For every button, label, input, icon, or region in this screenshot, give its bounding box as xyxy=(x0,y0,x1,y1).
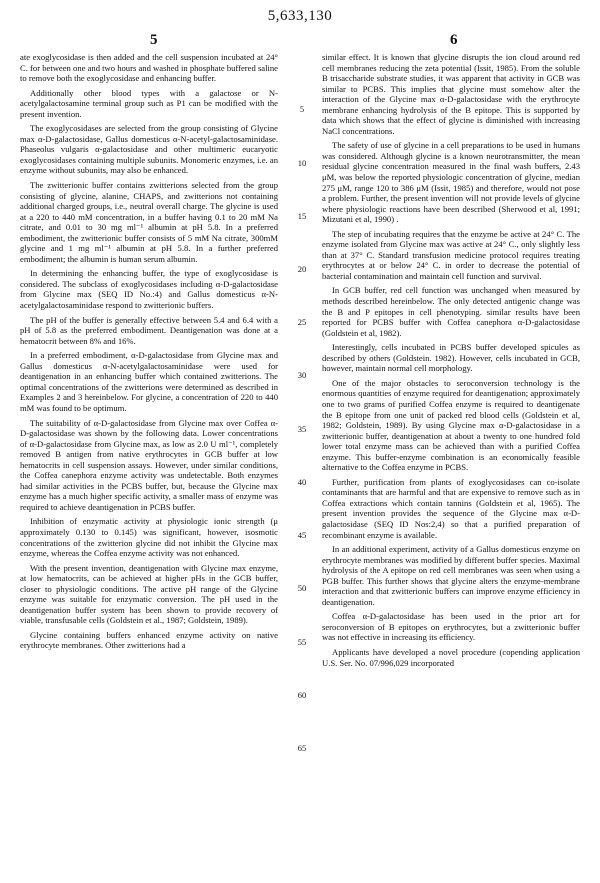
left-paragraph-8: The suitability of α-D-galactosidase from Glycine max over Coffea α-D-galactosidase was shown by the following data. Lower concentrations of α-D-galactosidase from Glycine max, as low as 2.0 U ml⁻¹, completely removed B antigen from native erythrocytes in GCB buffer at low hematocrits in cell suspension assays. However, under similar conditions, the Coffea canephora enzyme activity was undetectable. Both enzymes had similar activities in the PCBS buffer, but, because the Glycine max enzyme has a much higher specific activity, a smaller mass of enzyme was required to achieve deantigenation in PCBS buffer. xyxy=(20,417,278,512)
left-paragraph-7: In a preferred embodiment, α-D-galactosidase from Glycine max and Gallus domesticus α-N-acetylgalactosaminidase were used for deantigenation in an enhancing buffer which contained zwitterions. The optimal concentrations of the zwitterions were determined as described in Examples 2 and 3 hereinbelow. For glycine, a concentration of 220 to 440 mM was found to be optimum. xyxy=(20,350,278,413)
right-column-number: 6 xyxy=(450,32,458,48)
right-paragraph-3: The step of incubating requires that the enzyme be active at 24° C. The enzyme isolated from Glycine max was active at 24° C., only slightly less than at 37° C. Standard transfusion medicine protocol requires treating erythrocytes at or below 24° C. in order to decrease the potential of bacterial contamination and maintain cell function and survival. xyxy=(322,228,580,281)
left-paragraph-1: ate exoglycosidase is then added and the cell suspension incubated at 24° C. for between one and two hours and washed in phosphate buffered saline to remove both the exoglycosidase and enhancing buffer. xyxy=(20,52,278,84)
right-paragraph-4: In GCB buffer, red cell function was unchanged when measured by methods described hereinbelow. The only detected antigenic change was the B and P epitopes in cell phenotyping. similar results have been reported for PCBS buffer with Coffea canephora α-D-galactosidase (Goldstein et al, 1982). xyxy=(322,285,580,338)
right-paragraph-10: Applicants have developed a novel procedure (copending application U.S. Ser. No. 07/996,029 incorporated xyxy=(322,646,580,668)
right-paragraph-2: The safety of use of glycine in a cell preparations to be used in humans was considered. Although glycine is a known neurotransmitter, the mean residual glycine concentration measured in the final wash buffers, 2.43 μM, was below the reported physiologic concentration of glycine, median 275 μM, range 120 to 386 μM (Issit, 1985) and therefore, would not pose a problem. Further, the present invention will not provide levels of glycine where physiologic reactions have been described (Sherwood et al, 1991; Mizutani et al, 1990) . xyxy=(322,140,580,225)
line-number: 65 xyxy=(297,743,307,753)
right-paragraph-8: In an additional experiment, activity of a Gallus domesticus enzyme on erythrocyte membranes was modified by different buffer species. Maximal hydrolysis of the A epitope on red cell membranes was seen when using a PGB buffer. This further shows that glycine alters the enzyme-membrane interaction and that zwitterionic buffers can improve enzyme efficiency in deantigenation. xyxy=(322,544,580,607)
left-column-number: 5 xyxy=(150,32,158,48)
right-paragraph-5: Interestingly, cells incubated in PCBS buffer developed spicules as described by others (Goldstein. 1982). However, cells incubated in GCB, however, maintain normal cell morphology. xyxy=(322,342,580,374)
line-number: 25 xyxy=(297,317,307,327)
right-paragraph-1: similar effect. It is known that glycine disrupts the ion cloud around red cell membranes reducing the zeta potential (Issit, 1985). From the soluble B trisaccharide substrate studies, it was apparent that activity in GCB was similar to PCBS. This implies that glycine must somehow alter the interaction of the Glycine max α-D-galactosidase with the erythrocyte membrane enhancing hydrolysis of the B epitope. This is supported by data which shows that the effect of glycine is diminished with increasing NaCl concentrations. xyxy=(322,52,580,136)
line-number: 20 xyxy=(297,264,307,274)
right-column xyxy=(322,52,580,672)
line-number: 40 xyxy=(297,477,307,487)
line-number: 30 xyxy=(297,370,307,380)
left-column xyxy=(20,52,278,655)
line-number: 55 xyxy=(297,637,307,647)
left-paragraph-10: With the present invention, deantigenation with Glycine max enzyme, at low hematocrits, can be achieved at higher pHs in the GCB buffer, closer to physiologic conditions. The active pH range of the Glycine enzyme was suitable for enzymatic conversion. The pH used in the deantigenation buffer system has been shown to provide recovery of viable, transfusable cells (Goldstein et al., 1987; Goldstein, 1989). xyxy=(20,562,278,626)
line-number: 5 xyxy=(299,104,305,114)
left-paragraph-2: Additionally other blood types with a galactose or N-acetylgalactosamine terminal group such as P1 can be modified with the present invention. xyxy=(20,87,278,119)
line-number: 50 xyxy=(297,583,307,593)
left-paragraph-11: Glycine containing buffers enhanced enzyme activity on native erythrocyte membranes. Other zwitterions had a xyxy=(20,629,278,651)
right-paragraph-6: One of the major obstacles to seroconversion technology is the enormous quantities of enzyme required for deantigenation; approximately one to two grams of purified Coffea enzyme is required to deantigenate the B epitope from one unit of packed red blood cells (Goldstein et al, 1982; Goldstein, 1989). By using Glycine max α-D-galactosidase in a zwitterionic buffer, deantigenation at about a twenty to one hundred fold lower total enzyme mass can be achieved than with a purified Coffea enzyme. This buffer-enzyme combination is an economically feasible alternative to the Coffea enzyme in PCBS. xyxy=(322,377,580,473)
left-paragraph-4: The zwitterionic buffer contains zwitterions selected from the group consisting of glycine, alanine, CHAPS, and zwitterions not containing additional charged groups, i.e., neutral overall charge. The glycine is used at a 220 to 440 mM concentration, in a buffer having 0.1 to 20 mM Na citrate, and 0.01 to 30 mg ml⁻¹ albumin at pH 5.8. In a preferred embodiment, the zwitterionic buffer consists of 5 mM Na citrate, 300mM glycine and 1 mg ml⁻¹ albumin at pH 5.8. In a further preferred embodiment; the albumin is human serum albumin. xyxy=(20,180,278,264)
left-paragraph-3: The exoglycosidases are selected from the group consisting of Glycine max α-D-galactosidase, Gallus domesticus α-N-acetyl-galactosaminidase. Phaseolus vulgaris α-galactosidase and other multimeric eucaryotic exoglycosidases containing multiple subunits. Monomeric enzymes, i.e. an enzyme without subunits, may also be enhanced. xyxy=(20,123,278,176)
line-number: 15 xyxy=(297,211,307,221)
left-paragraph-5: In determining the enhancing buffer, the type of exoglycosidase is considered. The subclass of exoglycosidases including α-D-galactosidase from Glycine max (SEQ ID No.:4) and Gallus domesticus α-N-acetylgalactosaminidase respond to zwitterionic buffers. xyxy=(20,268,278,311)
line-number: 45 xyxy=(297,530,307,540)
line-number: 35 xyxy=(297,424,307,434)
patent-number: 5,633,130 xyxy=(267,8,333,24)
left-paragraph-6: The pH of the buffer is generally effective between 5.4 and 6.4 with a pH of 5.8 as the preferred embodiment. Deantigenation was done at a hematocrit between 8% and 16%. xyxy=(20,314,278,346)
right-paragraph-7: Further, purification from plants of exoglycosidases can co-isolate contaminants that are harmful and that are expensive to remove such as in Coffea extractions which contain tannins (Goldstein et al, 1965). The present invention provides the sequence of the Glycine max α-D-galactosidase (SEQ ID Nos:2,4) so that a purified preparation of recombinant enzyme is available. xyxy=(322,476,580,540)
line-number: 60 xyxy=(297,690,307,700)
right-paragraph-9: Coffea α-D-galactosidase has been used in the prior art for seroconversion of B epitopes on erythrocytes, but a zwitterionic buffer was not effective in increasing its efficiency. xyxy=(322,611,580,643)
line-number: 10 xyxy=(297,158,307,168)
left-paragraph-9: Inhibition of enzymatic activity at physiologic ionic strength (μ approximately 0.130 to 0.145) was significant, however, isosmotic concentrations of the zwitterion glycine did not inhibit the Glycine max enzyme, whereas the Coffea enzyme activity was not enhanced. xyxy=(20,516,278,559)
